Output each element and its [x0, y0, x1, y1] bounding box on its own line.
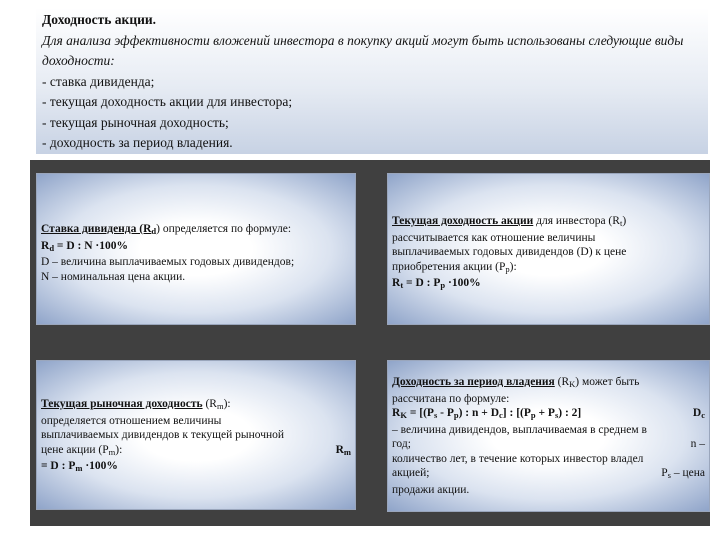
dividend-rate-card	[36, 173, 356, 325]
market-yield-line: цене акции $(P_m)$: $R_m$	[41, 443, 351, 457]
holding-period-line: продажи акции.	[392, 483, 470, 496]
holding-period-line: – величина дивидендов, выплачиваемая в среднем в	[392, 423, 647, 436]
list-item: - доходность за период владения.	[42, 135, 233, 150]
market-yield-formula: = D : $P_m \cdot 100\%$	[41, 460, 118, 473]
market-yield-line: определяется отношением величины	[41, 414, 222, 427]
header-panel	[36, 8, 708, 154]
current-yield-line: приобретения акции $(P_p)$:	[392, 260, 517, 274]
market-yield-title: Текущая рыночная доходность $(R_m)$:	[41, 398, 231, 411]
current-yield-formula: $R_t = D$ : $P_p \cdot 100\%$	[392, 277, 481, 290]
holding-period-line: год; n –	[392, 438, 705, 450]
dividend-definition: D – величина выплачиваемых годовых дивидендов;	[41, 256, 295, 268]
holding-period-title: Доходность за период владения $(R_K)$ может быть	[392, 376, 640, 389]
list-item: - ставка дивиденда;	[42, 73, 155, 89]
market-yield-line: выплачиваемых дивидендов к текущей рыночной	[41, 429, 285, 441]
list-item: - текущая рыночная доходность;	[42, 114, 229, 130]
current-yield-line: рассчитывается как отношение величины	[392, 231, 596, 244]
current-yield-card	[387, 173, 710, 325]
current-yield-line: выплачиваемых годовых дивидендов (D) к цене	[392, 246, 627, 258]
holding-period-formula: $R_K = [(P_s - P_p)$ : $n + D_c$] : [$(P_p + P_s)$ : 2] $D_c$	[392, 407, 705, 420]
nominal-definition: N – номинальная цена акции.	[41, 270, 186, 283]
current-yield-title: Текущая доходность акции для инвестора $(R_t)$	[392, 215, 627, 228]
intro-text: Для анализа эффективности вложений инвестора в покупку акций могут быть использованы следующие виды доходности:	[42, 32, 684, 68]
market-yield-card	[36, 360, 356, 510]
list-item: - текущая доходность акции для инвестора;	[42, 94, 293, 109]
holding-period-line: акцией; $P_s$ – цена	[392, 467, 705, 480]
dividend-rate-formula: $R_d = D$ : N ·100%	[41, 239, 128, 253]
holding-period-card	[387, 360, 710, 512]
slide-title: Доходность акции.	[42, 12, 157, 27]
dividend-rate-title: Ставка дивиденда $(R_d)$ определяется по формуле:	[41, 223, 292, 236]
holding-period-line: количество лет, в течение которых инвестор владел	[392, 452, 644, 465]
holding-period-line: рассчитана по формуле:	[392, 392, 510, 405]
